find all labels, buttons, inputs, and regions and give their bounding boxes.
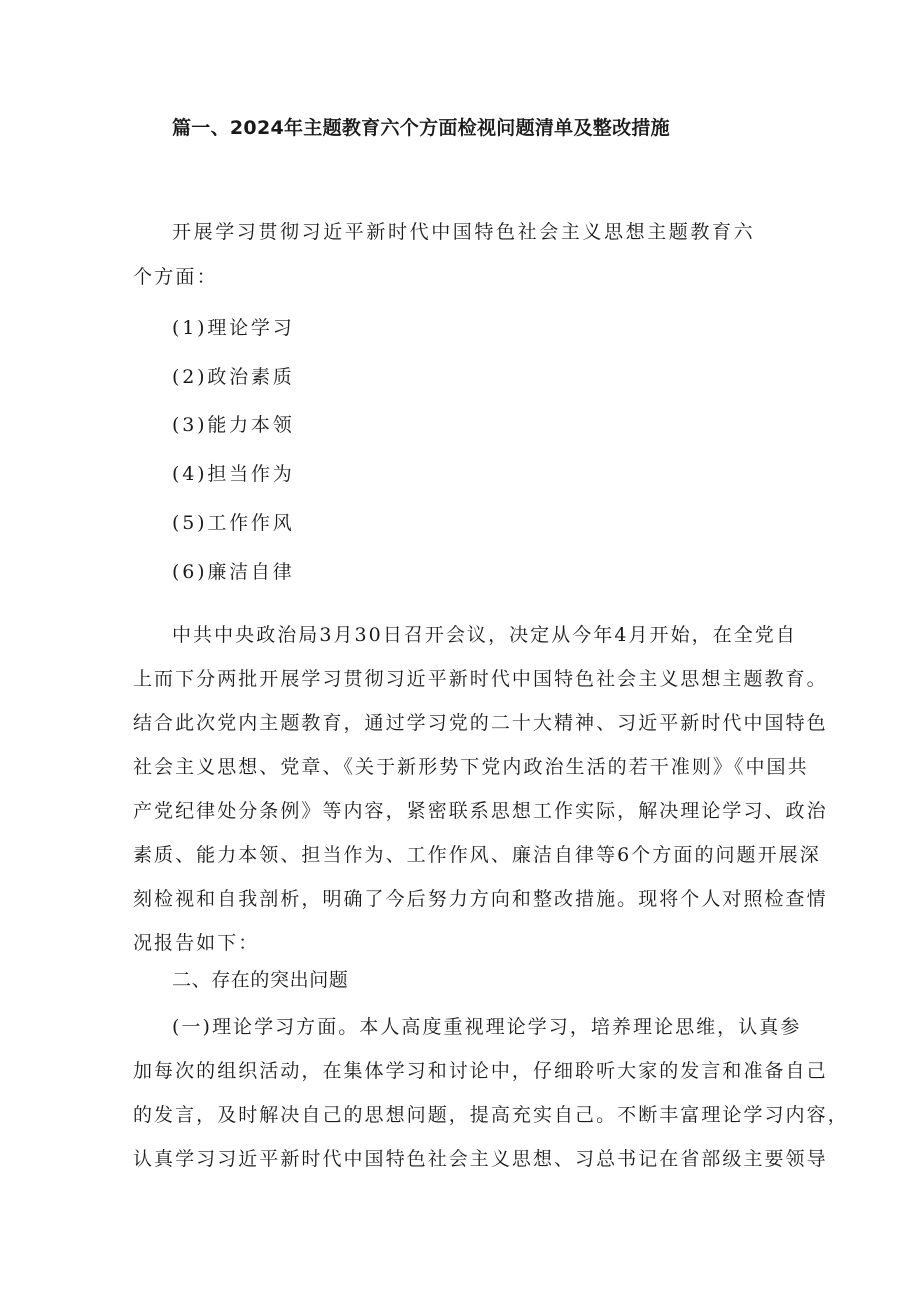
paragraph-line: (一)理论学习方面。本人高度重视理论学习，培养理论思维，认真参: [172, 1016, 802, 1038]
list-item: (6)廉洁自律: [172, 561, 295, 583]
intro-line-2: 个方面：: [133, 266, 218, 288]
paragraph-line: 刻检视和自我剖析，明确了今后努力方向和整改措施。现将个人对照检查情: [133, 888, 828, 910]
list-item: (3)能力本领: [172, 414, 295, 436]
paragraph-line: 的发言，及时解决自己的思想问题，提高充实自己。不断丰富理论学习内容，: [133, 1104, 849, 1126]
paragraph-line: 产党纪律处分条例》等内容，紧密联系思想工作实际，解决理论学习、政治: [133, 800, 828, 822]
list-item: (4)担当作为: [172, 463, 295, 485]
paragraph-line: 上而下分两批开展学习贯彻习近平新时代中国特色社会主义思想主题教育。: [133, 668, 828, 690]
intro-line-1: 开展学习贯彻习近平新时代中国特色社会主义思想主题教育六: [172, 221, 756, 243]
list-item: (2)政治素质: [172, 366, 295, 388]
list-item: (5)工作作风: [172, 512, 295, 534]
paragraph-line: 结合此次党内主题教育，通过学习党的二十大精神、习近平新时代中国特色: [133, 712, 828, 734]
document-title: 篇一、2024年主题教育六个方面检视问题清单及整改措施: [172, 117, 670, 139]
paragraph-line: 素质、能力本领、担当作为、工作作风、廉洁自律等6个方面的问题开展深: [133, 844, 821, 866]
paragraph-line: 况报告如下：: [133, 932, 260, 954]
paragraph-line: 加每次的组织活动，在集体学习和讨论中，仔细聆听大家的发言和准备自己: [133, 1060, 828, 1082]
list-item: (1)理论学习: [172, 317, 295, 339]
paragraph-line: 认真学习习近平新时代中国特色社会主义思想、习总书记在省部级主要领导: [133, 1148, 828, 1170]
paragraph-line: 社会主义思想、党章、《关于新形势下党内政治生活的若干准则》《中国共: [133, 756, 809, 778]
paragraph-line: 中共中央政治局3月30日召开会议，决定从今年4月开始，在全党自: [172, 624, 797, 646]
section-heading: 二、存在的突出问题: [172, 969, 349, 991]
